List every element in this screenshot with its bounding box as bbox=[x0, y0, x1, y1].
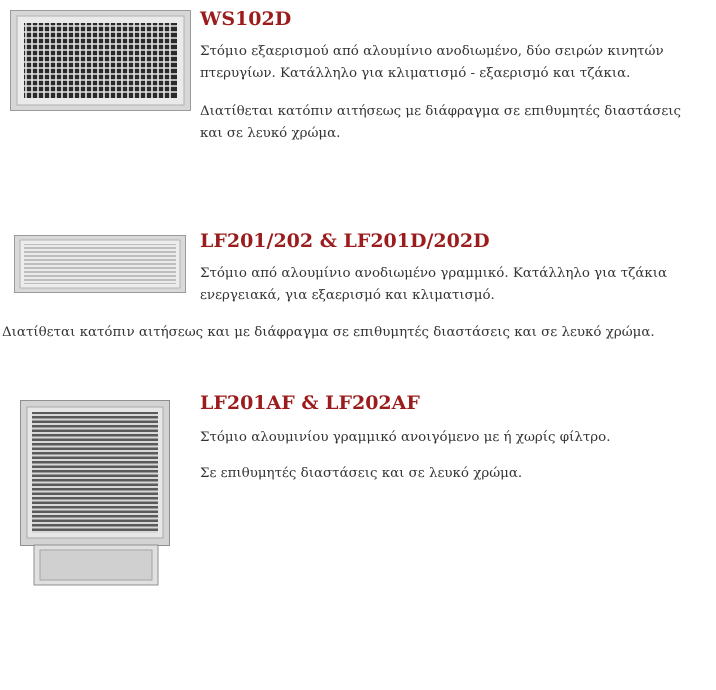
product-description: Στόμιο αλουμινίου γραμμικό ανοιγόμενο με ή χωρίς φίλτρο. bbox=[200, 430, 611, 445]
product-description: Στόμιο από αλουμίνιο ανοδιωμένο γραμμικό. Κατάλληλο για τζάκια ενεργειακά, για εξαερισμό και κλιματισμό. bbox=[200, 266, 668, 303]
product-availability: Διατίθεται κατόπιν αιτήσεως με διάφραγμα σε επιθυμητές διαστάσεις και σε λευκό χρώμα. bbox=[200, 104, 682, 141]
product-description: Στόμιο εξαερισμού από αλουμίνιο ανοδιωμένο, δύο σειρών κινητών πτερυγίων. Κατάλληλο για κλιματισμό - εξαερισμό και τζάκια. bbox=[200, 44, 664, 81]
product-title: WS102D bbox=[200, 8, 292, 30]
product-title: LF201AF & LF202AF bbox=[200, 392, 420, 414]
lf201af-grille-image bbox=[20, 400, 170, 588]
product-availability: Διατίθεται κατόπιν αιτήσεως και με διάφραγμα σε επιθυμητές διαστάσεις και σε λευκό χρώμα. bbox=[2, 325, 655, 340]
product-availability: Σε επιθυμητές διαστάσεις και σε λευκό χρώμα. bbox=[200, 466, 523, 481]
lf201-linear-grille-image bbox=[14, 235, 186, 293]
product-title: LF201/202 & LF201D/202D bbox=[200, 230, 490, 252]
ws102d-grille-image bbox=[10, 10, 191, 111]
